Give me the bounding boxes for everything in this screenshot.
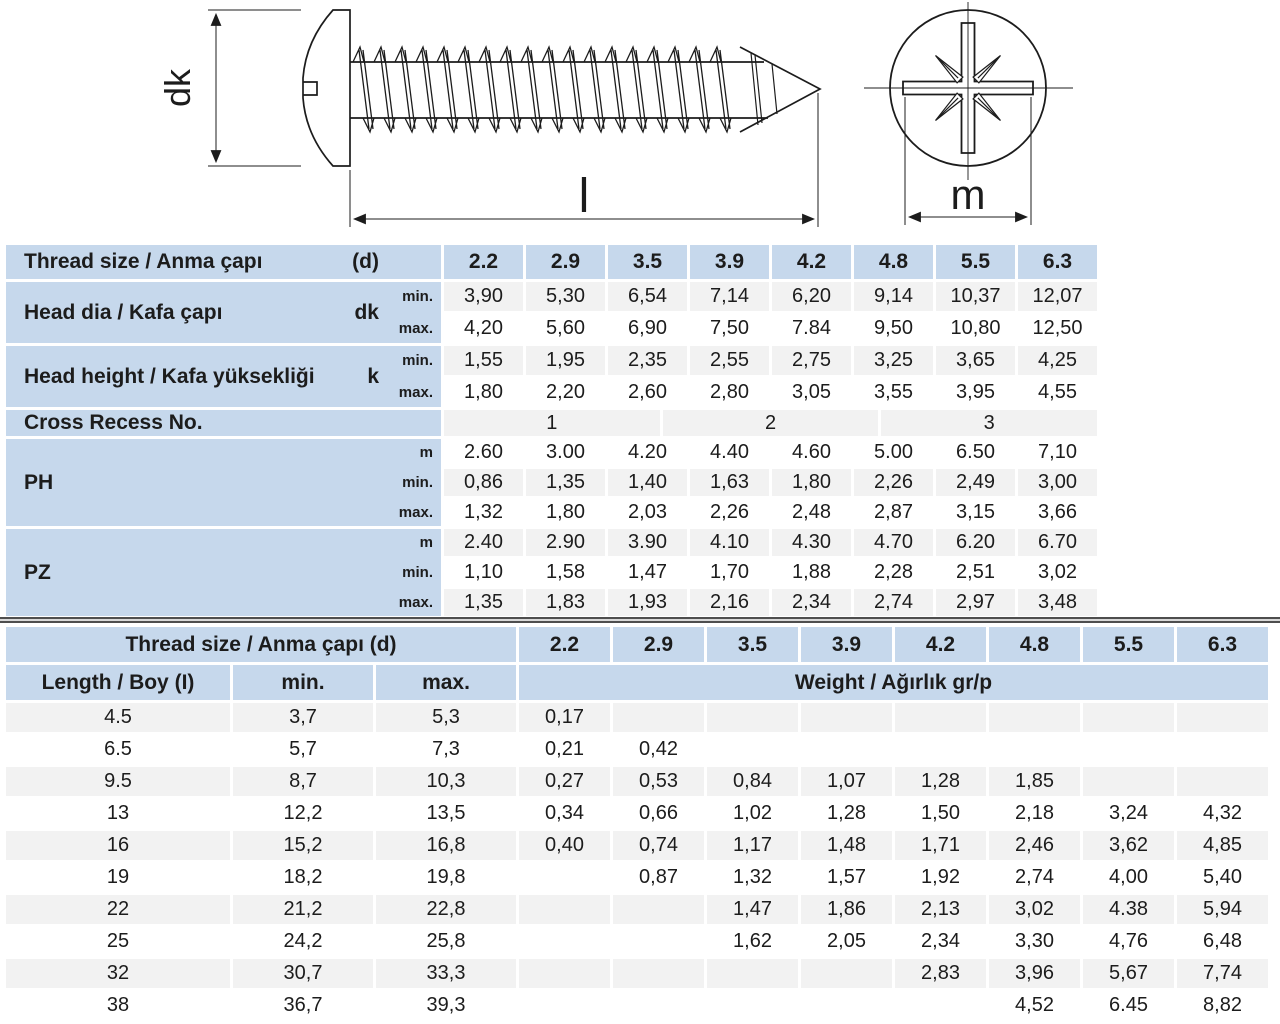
weight-cell: 1,57: [801, 863, 892, 892]
spec-value-cell: 1,55: [444, 346, 523, 375]
spec-value-cell: 7,10: [1018, 439, 1097, 466]
spec-value-cell: 2,51: [936, 559, 1015, 586]
screw-head-outline: [303, 10, 350, 166]
spec-value-cell: 3.00: [526, 439, 605, 466]
length-max-cell: 22,8: [376, 895, 516, 924]
spec-value-cell: 6.70: [1018, 529, 1097, 556]
length-min-cell: 8,7: [233, 767, 373, 796]
length-cell: 22: [6, 895, 230, 924]
subrow-label-min: min.: [402, 564, 433, 581]
spec-value-cell: 1,93: [608, 589, 687, 616]
length-cell: 4.5: [6, 703, 230, 732]
weight-cell: 0,21: [519, 735, 610, 764]
weight-cell: [801, 703, 892, 732]
spec-value-cell: 2,16: [690, 589, 769, 616]
technical-drawing: [0, 0, 1280, 240]
spec-value-cell: 7,14: [690, 282, 769, 311]
weight-cell: 0,34: [519, 799, 610, 828]
weight-cell: 2,13: [895, 895, 986, 924]
spec-value-cell: 7.84: [772, 314, 851, 343]
spec-size-header: 2.9: [526, 245, 605, 279]
spec-value-cell: 2.60: [444, 439, 523, 466]
spec-value-cell: 2,26: [690, 499, 769, 526]
length-min-cell: 21,2: [233, 895, 373, 924]
weight-cell: 1,02: [707, 799, 798, 828]
spec-value-cell: 4,20: [444, 314, 523, 343]
weight-cell: 1,28: [895, 767, 986, 796]
spec-value-cell: 1,95: [526, 346, 605, 375]
length-cell: 9.5: [6, 767, 230, 796]
weight-cell: 1,17: [707, 831, 798, 860]
weight-cell: 3,02: [989, 895, 1080, 924]
spec-group-pz: [6, 529, 441, 616]
spec-value-cell: 1,10: [444, 559, 523, 586]
weight-cell: 6.45: [1083, 991, 1174, 1020]
spec-value-cell: 1,47: [608, 559, 687, 586]
length-cell: 16: [6, 831, 230, 860]
subrow-label-min: min.: [402, 474, 433, 491]
spec-value-cell: 5,60: [526, 314, 605, 343]
subrow-label-max: max.: [398, 594, 433, 611]
weight-cell: 3,96: [989, 959, 1080, 988]
weight-cell: [801, 735, 892, 764]
weight-cell: 0,40: [519, 831, 610, 860]
group-label: Cross Recess No.: [24, 411, 203, 434]
wt-size-header: 4.8: [989, 627, 1080, 662]
screw-threads: [353, 47, 731, 132]
weight-cell: 1,62: [707, 927, 798, 956]
weight-cell: [613, 927, 704, 956]
weight-cell: [989, 735, 1080, 764]
length-min-cell: 15,2: [233, 831, 373, 860]
length-max-cell: 7,3: [376, 735, 516, 764]
wt-header-min: min.: [233, 665, 373, 700]
length-cell: 19: [6, 863, 230, 892]
weight-table: [6, 627, 1268, 1020]
weight-cell: [707, 703, 798, 732]
weight-cell: 4,32: [1177, 799, 1268, 828]
weight-cell: [1083, 767, 1174, 796]
spec-value-cell: 2.90: [526, 529, 605, 556]
spec-value-cell: 3,02: [1018, 559, 1097, 586]
length-max-cell: 13,5: [376, 799, 516, 828]
spec-value-cell: 3,48: [1018, 589, 1097, 616]
length-min-cell: 30,7: [233, 959, 373, 988]
weight-cell: 1,47: [707, 895, 798, 924]
spec-value-cell: 3,90: [444, 282, 523, 311]
subrow-label-min: min.: [402, 288, 433, 305]
weight-cell: [801, 959, 892, 988]
spec-value-cell: 1,83: [526, 589, 605, 616]
length-cell: 6.5: [6, 735, 230, 764]
group-symbol: k: [367, 364, 379, 388]
weight-cell: [519, 959, 610, 988]
spec-value-cell: 10,80: [936, 314, 1015, 343]
weight-cell: [613, 991, 704, 1020]
table-divider: [0, 617, 1280, 623]
length-cell: 25: [6, 927, 230, 956]
length-min-cell: 36,7: [233, 991, 373, 1020]
spec-value-cell: 9,14: [854, 282, 933, 311]
weight-cell: 2,18: [989, 799, 1080, 828]
weight-cell: 1,32: [707, 863, 798, 892]
spec-value-cell: 2,35: [608, 346, 687, 375]
spec-value-cell: 4.70: [854, 529, 933, 556]
weight-cell: 8,82: [1177, 991, 1268, 1020]
weight-cell: 4,00: [1083, 863, 1174, 892]
spec-value-cell: 2,48: [772, 499, 851, 526]
length-max-cell: 16,8: [376, 831, 516, 860]
weight-cell: 1,28: [801, 799, 892, 828]
wt-size-header: 3.5: [707, 627, 798, 662]
length-max-cell: 33,3: [376, 959, 516, 988]
spec-group-head-height: [6, 346, 441, 407]
spec-value-cell: 6,54: [608, 282, 687, 311]
dim-label-dk: dk: [157, 68, 198, 108]
spec-value-cell: 1,63: [690, 469, 769, 496]
spec-value-cell: 1,70: [690, 559, 769, 586]
weight-cell: [801, 991, 892, 1020]
spec-value-cell: 0,86: [444, 469, 523, 496]
screw-head-recess-notch: [303, 82, 317, 95]
spec-value-cell: 6,90: [608, 314, 687, 343]
spec-value-cell: 2,74: [854, 589, 933, 616]
dim-label-l: l: [578, 170, 590, 223]
wt-size-header: 2.2: [519, 627, 610, 662]
subrow-label-max: max.: [398, 504, 433, 521]
group-label: Head dia / Kafa çapı: [24, 300, 223, 324]
spec-value-cell: 3,66: [1018, 499, 1097, 526]
weight-cell: 2,46: [989, 831, 1080, 860]
weight-cell: [1177, 767, 1268, 796]
pozidriv-wing-line: [978, 98, 996, 116]
spec-value-cell: 2,75: [772, 346, 851, 375]
group-label: PZ: [24, 560, 51, 584]
weight-cell: 1,50: [895, 799, 986, 828]
cross-recess-cell: 2: [663, 410, 879, 436]
weight-cell: 0,53: [613, 767, 704, 796]
spec-group-ph: [6, 439, 441, 526]
weight-cell: [895, 735, 986, 764]
weight-cell: 1,48: [801, 831, 892, 860]
spec-value-cell: 12,50: [1018, 314, 1097, 343]
spec-value-cell: 1,80: [444, 378, 523, 407]
pozidriv-wing-line: [940, 98, 958, 116]
spec-value-cell: 2,34: [772, 589, 851, 616]
wt-header-thread-size: Thread size / Anma çapı (d): [6, 627, 516, 662]
spec-value-cell: 2.40: [444, 529, 523, 556]
weight-cell: [707, 959, 798, 988]
weight-cell: 1,85: [989, 767, 1080, 796]
spec-value-cell: 6,20: [772, 282, 851, 311]
weight-cell: 1,92: [895, 863, 986, 892]
weight-cell: 0,27: [519, 767, 610, 796]
spec-value-cell: 2,60: [608, 378, 687, 407]
spec-value-cell: 9,50: [854, 314, 933, 343]
wt-size-header: 5.5: [1083, 627, 1174, 662]
spec-value-cell: 7,50: [690, 314, 769, 343]
subrow-label-max: max.: [398, 320, 433, 337]
spec-group-head-dia: [6, 282, 441, 343]
weight-cell: 0,17: [519, 703, 610, 732]
spec-value-cell: 3,95: [936, 378, 1015, 407]
length-max-cell: 5,3: [376, 703, 516, 732]
spec-value-cell: 1,80: [526, 499, 605, 526]
spec-value-cell: 1,40: [608, 469, 687, 496]
spec-value-cell: 4.30: [772, 529, 851, 556]
subrow-label-min: min.: [402, 352, 433, 369]
spec-value-cell: 1,35: [526, 469, 605, 496]
spec-value-cell: 6.20: [936, 529, 1015, 556]
weight-cell: 0,87: [613, 863, 704, 892]
group-label: PH: [24, 470, 54, 494]
spec-value-cell: 4.20: [608, 439, 687, 466]
spec-header-row-label: [6, 245, 441, 279]
weight-cell: [519, 895, 610, 924]
cross-recess-cell: 1: [444, 410, 660, 436]
weight-cell: 2,05: [801, 927, 892, 956]
wt-size-header: 2.9: [613, 627, 704, 662]
spec-value-cell: 2,87: [854, 499, 933, 526]
dk-extension-lines: [208, 10, 301, 166]
spec-size-header: 5.5: [936, 245, 1015, 279]
spec-value-cell: 3,00: [1018, 469, 1097, 496]
weight-cell: 0,66: [613, 799, 704, 828]
spec-size-header: 2.2: [444, 245, 523, 279]
spec-size-header: 4.8: [854, 245, 933, 279]
spec-value-cell: 3.90: [608, 529, 687, 556]
cross-recess-cell: 3: [881, 410, 1097, 436]
wt-header-max: max.: [376, 665, 516, 700]
weight-cell: [895, 703, 986, 732]
subrow-label-m: m: [419, 534, 433, 551]
weight-cell: 2,83: [895, 959, 986, 988]
weight-cell: 7,74: [1177, 959, 1268, 988]
spec-value-cell: 2,26: [854, 469, 933, 496]
length-max-cell: 19,8: [376, 863, 516, 892]
spec-header-title: Thread size / Anma çapı: [24, 250, 263, 273]
length-cell: 38: [6, 991, 230, 1020]
spec-value-cell: 4,25: [1018, 346, 1097, 375]
spec-value-cell: 3,65: [936, 346, 1015, 375]
weight-cell: 0,74: [613, 831, 704, 860]
wt-size-header: 6.3: [1177, 627, 1268, 662]
weight-cell: 3,62: [1083, 831, 1174, 860]
spec-value-cell: 4.60: [772, 439, 851, 466]
spec-value-cell: 2,49: [936, 469, 1015, 496]
weight-cell: [519, 991, 610, 1020]
weight-cell: [1177, 703, 1268, 732]
length-max-cell: 25,8: [376, 927, 516, 956]
spec-value-cell: 2,97: [936, 589, 1015, 616]
subrow-label-max: max.: [398, 384, 433, 401]
weight-cell: [707, 735, 798, 764]
spec-value-cell: 1,58: [526, 559, 605, 586]
weight-cell: [1177, 735, 1268, 764]
wt-header-weight: Weight / Ağırlık gr/p: [519, 665, 1268, 700]
length-min-cell: 5,7: [233, 735, 373, 764]
weight-cell: [895, 991, 986, 1020]
weight-cell: 3,30: [989, 927, 1080, 956]
cross-recess-band: [444, 410, 1097, 436]
screw-side-view: [303, 10, 820, 166]
length-min-cell: 12,2: [233, 799, 373, 828]
spec-value-cell: 4,55: [1018, 378, 1097, 407]
weight-cell: [613, 959, 704, 988]
spec-group-cross-recess: [6, 410, 441, 436]
spec-value-cell: 10,37: [936, 282, 1015, 311]
weight-cell: 6,48: [1177, 927, 1268, 956]
length-cell: 13: [6, 799, 230, 828]
spec-value-cell: 5,30: [526, 282, 605, 311]
weight-cell: 4,76: [1083, 927, 1174, 956]
spec-value-cell: 2,03: [608, 499, 687, 526]
weight-cell: 1,07: [801, 767, 892, 796]
spec-value-cell: 5.00: [854, 439, 933, 466]
weight-cell: [613, 895, 704, 924]
length-min-cell: 3,7: [233, 703, 373, 732]
group-symbol: dk: [354, 300, 379, 324]
weight-cell: 1,86: [801, 895, 892, 924]
spec-value-cell: 2,55: [690, 346, 769, 375]
weight-cell: 1,71: [895, 831, 986, 860]
weight-cell: [1083, 735, 1174, 764]
spec-value-cell: 3,05: [772, 378, 851, 407]
spec-value-cell: 6.50: [936, 439, 1015, 466]
spec-value-cell: 4.10: [690, 529, 769, 556]
weight-cell: [1083, 703, 1174, 732]
spec-size-header: 3.5: [608, 245, 687, 279]
spec-value-cell: 3,25: [854, 346, 933, 375]
spec-value-cell: 12,07: [1018, 282, 1097, 311]
weight-cell: 5,40: [1177, 863, 1268, 892]
weight-cell: 4.38: [1083, 895, 1174, 924]
weight-cell: [613, 703, 704, 732]
weight-cell: 4,85: [1177, 831, 1268, 860]
weight-cell: 3,24: [1083, 799, 1174, 828]
spec-value-cell: 1,88: [772, 559, 851, 586]
wt-size-header: 4.2: [895, 627, 986, 662]
length-min-cell: 24,2: [233, 927, 373, 956]
weight-cell: 5,67: [1083, 959, 1174, 988]
spec-value-cell: 4.40: [690, 439, 769, 466]
weight-cell: 0,84: [707, 767, 798, 796]
weight-cell: [707, 991, 798, 1020]
spec-value-cell: 2,20: [526, 378, 605, 407]
weight-cell: 4,52: [989, 991, 1080, 1020]
dk-dimension: [208, 10, 301, 166]
spec-table: [6, 245, 1097, 616]
spec-size-header: 4.2: [772, 245, 851, 279]
spec-value-cell: 1,80: [772, 469, 851, 496]
weight-cell: [519, 863, 610, 892]
spec-value-cell: 2,28: [854, 559, 933, 586]
group-label: Head height / Kafa yüksekliği: [24, 364, 315, 388]
spec-header-symbol: (d): [352, 250, 379, 273]
weight-cell: [989, 703, 1080, 732]
spec-value-cell: 1,35: [444, 589, 523, 616]
subrow-label-m: m: [419, 444, 433, 461]
wt-size-header: 3.9: [801, 627, 892, 662]
length-max-cell: 39,3: [376, 991, 516, 1020]
spec-value-cell: 3,55: [854, 378, 933, 407]
length-min-cell: 18,2: [233, 863, 373, 892]
wt-header-length: Length / Boy (I): [6, 665, 230, 700]
weight-cell: [519, 927, 610, 956]
spec-size-header: 3.9: [690, 245, 769, 279]
weight-cell: 2,34: [895, 927, 986, 956]
length-max-cell: 10,3: [376, 767, 516, 796]
pozidriv-wing-line: [978, 60, 996, 78]
pozidriv-wing-line: [940, 60, 958, 78]
spec-size-header: 6.3: [1018, 245, 1097, 279]
weight-cell: 0,42: [613, 735, 704, 764]
spec-value-cell: 3,15: [936, 499, 1015, 526]
length-cell: 32: [6, 959, 230, 988]
spec-value-cell: 2,80: [690, 378, 769, 407]
weight-cell: 5,94: [1177, 895, 1268, 924]
weight-cell: 2,74: [989, 863, 1080, 892]
dim-label-m: m: [950, 171, 986, 218]
spec-value-cell: 1,32: [444, 499, 523, 526]
